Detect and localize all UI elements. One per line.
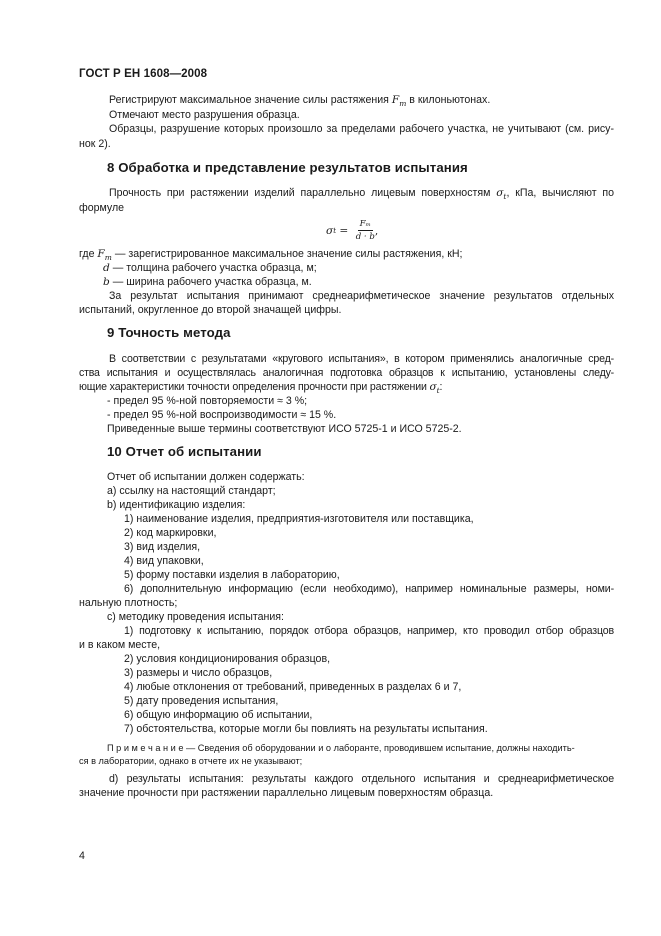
var-f: F	[391, 94, 400, 106]
report-item-b6-line1: 6) дополнительную информацию (если необходимо), например номинальные размеры, номи-	[124, 583, 614, 595]
var-sub: m	[104, 253, 112, 263]
report-item-b1: 1) наименование изделия, предприятия-изготовителя или поставщика,	[124, 513, 474, 525]
report-item-a: a) ссылку на настоящий стандарт;	[107, 485, 276, 497]
var-f: F	[97, 248, 105, 260]
report-item-c4: 4) любые отклонения от требований, приведенных в разделах 6 и 7,	[124, 681, 462, 693]
sigma-sub: t	[436, 386, 440, 396]
text: Прочность при растяжении изделий параллельно лицевым поверхностям	[109, 187, 497, 199]
section-9-heading: 9 Точность метода	[107, 325, 231, 340]
report-item-c1-line1: 1) подготовку к испытанию, порядок отбора образцов, например, кто проводил отбор образцов	[124, 625, 614, 637]
text: где	[79, 248, 98, 260]
report-item-c7: 7) обстоятельства, которые могли бы повлиять на результаты испытания.	[124, 723, 488, 735]
paragraph-exclude-samples-1: Образцы, разрушение которых произошло за пределами рабочего участка, не учитывают (см. рису-	[109, 123, 614, 135]
document-header: ГОСТ Р ЕН 1608—2008	[79, 68, 208, 80]
sigma-symbol: σ	[429, 381, 437, 393]
note-line2: ся в лаборатории, однако в отчете их не указывают;	[79, 756, 303, 766]
text: , кПа, вычисляют по	[506, 187, 614, 199]
formula-equals: =	[336, 224, 352, 237]
text: в килоньютонах.	[406, 94, 491, 106]
text: — ширина рабочего участка образца, м.	[109, 276, 312, 288]
report-item-b6-line2: нальную плотность;	[79, 597, 178, 609]
paragraph-result-1: За результат испытания принимают среднеарифметическое значение результатов отдельных	[109, 290, 614, 302]
text: Регистрируют максимальное значение силы растяжения	[109, 94, 392, 106]
paragraph-precision-2: ства испытания и осуществлялась аналогичная подготовка образцов к испытанию, установлены следу-	[79, 367, 614, 379]
note-text: — Сведения об оборудовании и о лаборанте, проводившем испытание, должны находить-	[183, 743, 575, 753]
formula-lhs-sub: t	[333, 226, 337, 235]
section-8-heading: 8 Обработка и представление результатов испытания	[107, 160, 468, 175]
report-item-c5: 5) дату проведения испытания,	[124, 695, 279, 707]
paragraph-exclude-samples-2: нок 2).	[79, 138, 111, 150]
note-line1	[107, 742, 642, 755]
formula-denominator: d · b	[355, 232, 375, 242]
formula-fraction	[356, 219, 375, 242]
text: — зарегистрированное максимальное значение силы растяжения, кН;	[111, 248, 463, 260]
formula-numerator: Fₘ	[359, 219, 371, 229]
text: :	[439, 381, 443, 393]
report-item-c2: 2) условия кондиционирования образцов,	[124, 653, 331, 665]
strength-formula	[326, 219, 378, 242]
paragraph-mark-break: Отмечают место разрушения образца.	[109, 109, 300, 121]
report-item-b2: 2) код маркировки,	[124, 527, 217, 539]
report-item-c3: 3) размеры и число образцов,	[124, 667, 273, 679]
text: — толщина рабочего участка образца, м;	[109, 262, 317, 274]
paragraph-result-2: испытаний, округленное до второй значащей цифры.	[79, 304, 342, 316]
report-item-c1-line2: и в каком месте,	[79, 639, 161, 651]
report-item-b3: 3) вид изделия,	[124, 541, 201, 553]
var-sub: m	[399, 99, 407, 109]
list-item-repeatability: - предел 95 %-ной повторяемости ≈ 3 %;	[107, 395, 308, 407]
formula-tail: ,	[374, 224, 379, 237]
report-item-b: b) идентификацию изделия:	[107, 499, 246, 511]
note-label: П р и м е ч а н и е	[107, 743, 184, 753]
report-item-b4: 4) вид упаковки,	[124, 555, 204, 567]
where-thickness	[103, 261, 317, 276]
paragraph-strength-2: формуле	[79, 202, 125, 214]
report-item-c: c) методику проведения испытания:	[107, 611, 284, 623]
report-item-d-line2: значение прочности при растяжении параллельно лицевым поверхностям образца.	[79, 787, 494, 799]
formula-lhs: σ	[326, 224, 334, 237]
page-number: 4	[79, 850, 85, 862]
section-10-heading: 10 Отчет об испытании	[107, 444, 262, 459]
var-b: b	[103, 276, 110, 288]
sigma-symbol: σ	[496, 187, 504, 199]
report-item-d-line1: d) результаты испытания: результаты каждого отдельного испытания и среднеарифметическое	[109, 773, 614, 785]
report-item-b5: 5) форму поставки изделия в лабораторию,	[124, 569, 340, 581]
where-width	[103, 275, 312, 290]
var-d: d	[103, 262, 110, 274]
text: ющие характеристики точности определения прочности при растяжении	[79, 381, 430, 393]
paragraph-iso-reference: Приведенные выше термины соответствуют ИСО 5725-1 и ИСО 5725-2.	[107, 423, 462, 435]
paragraph-strength-1	[79, 186, 614, 201]
report-item-c6: 6) общую информацию об испытании,	[124, 709, 313, 721]
paragraph-precision-1: В соответствии с результатами «кругового испытания», в котором применялись аналогичные сред-	[109, 353, 614, 365]
list-item-reproducibility: - предел 95 %-ной воспроизводимости ≈ 15 %.	[107, 409, 337, 421]
report-intro: Отчет об испытании должен содержать:	[107, 471, 305, 483]
sigma-sub: t	[503, 192, 507, 201]
